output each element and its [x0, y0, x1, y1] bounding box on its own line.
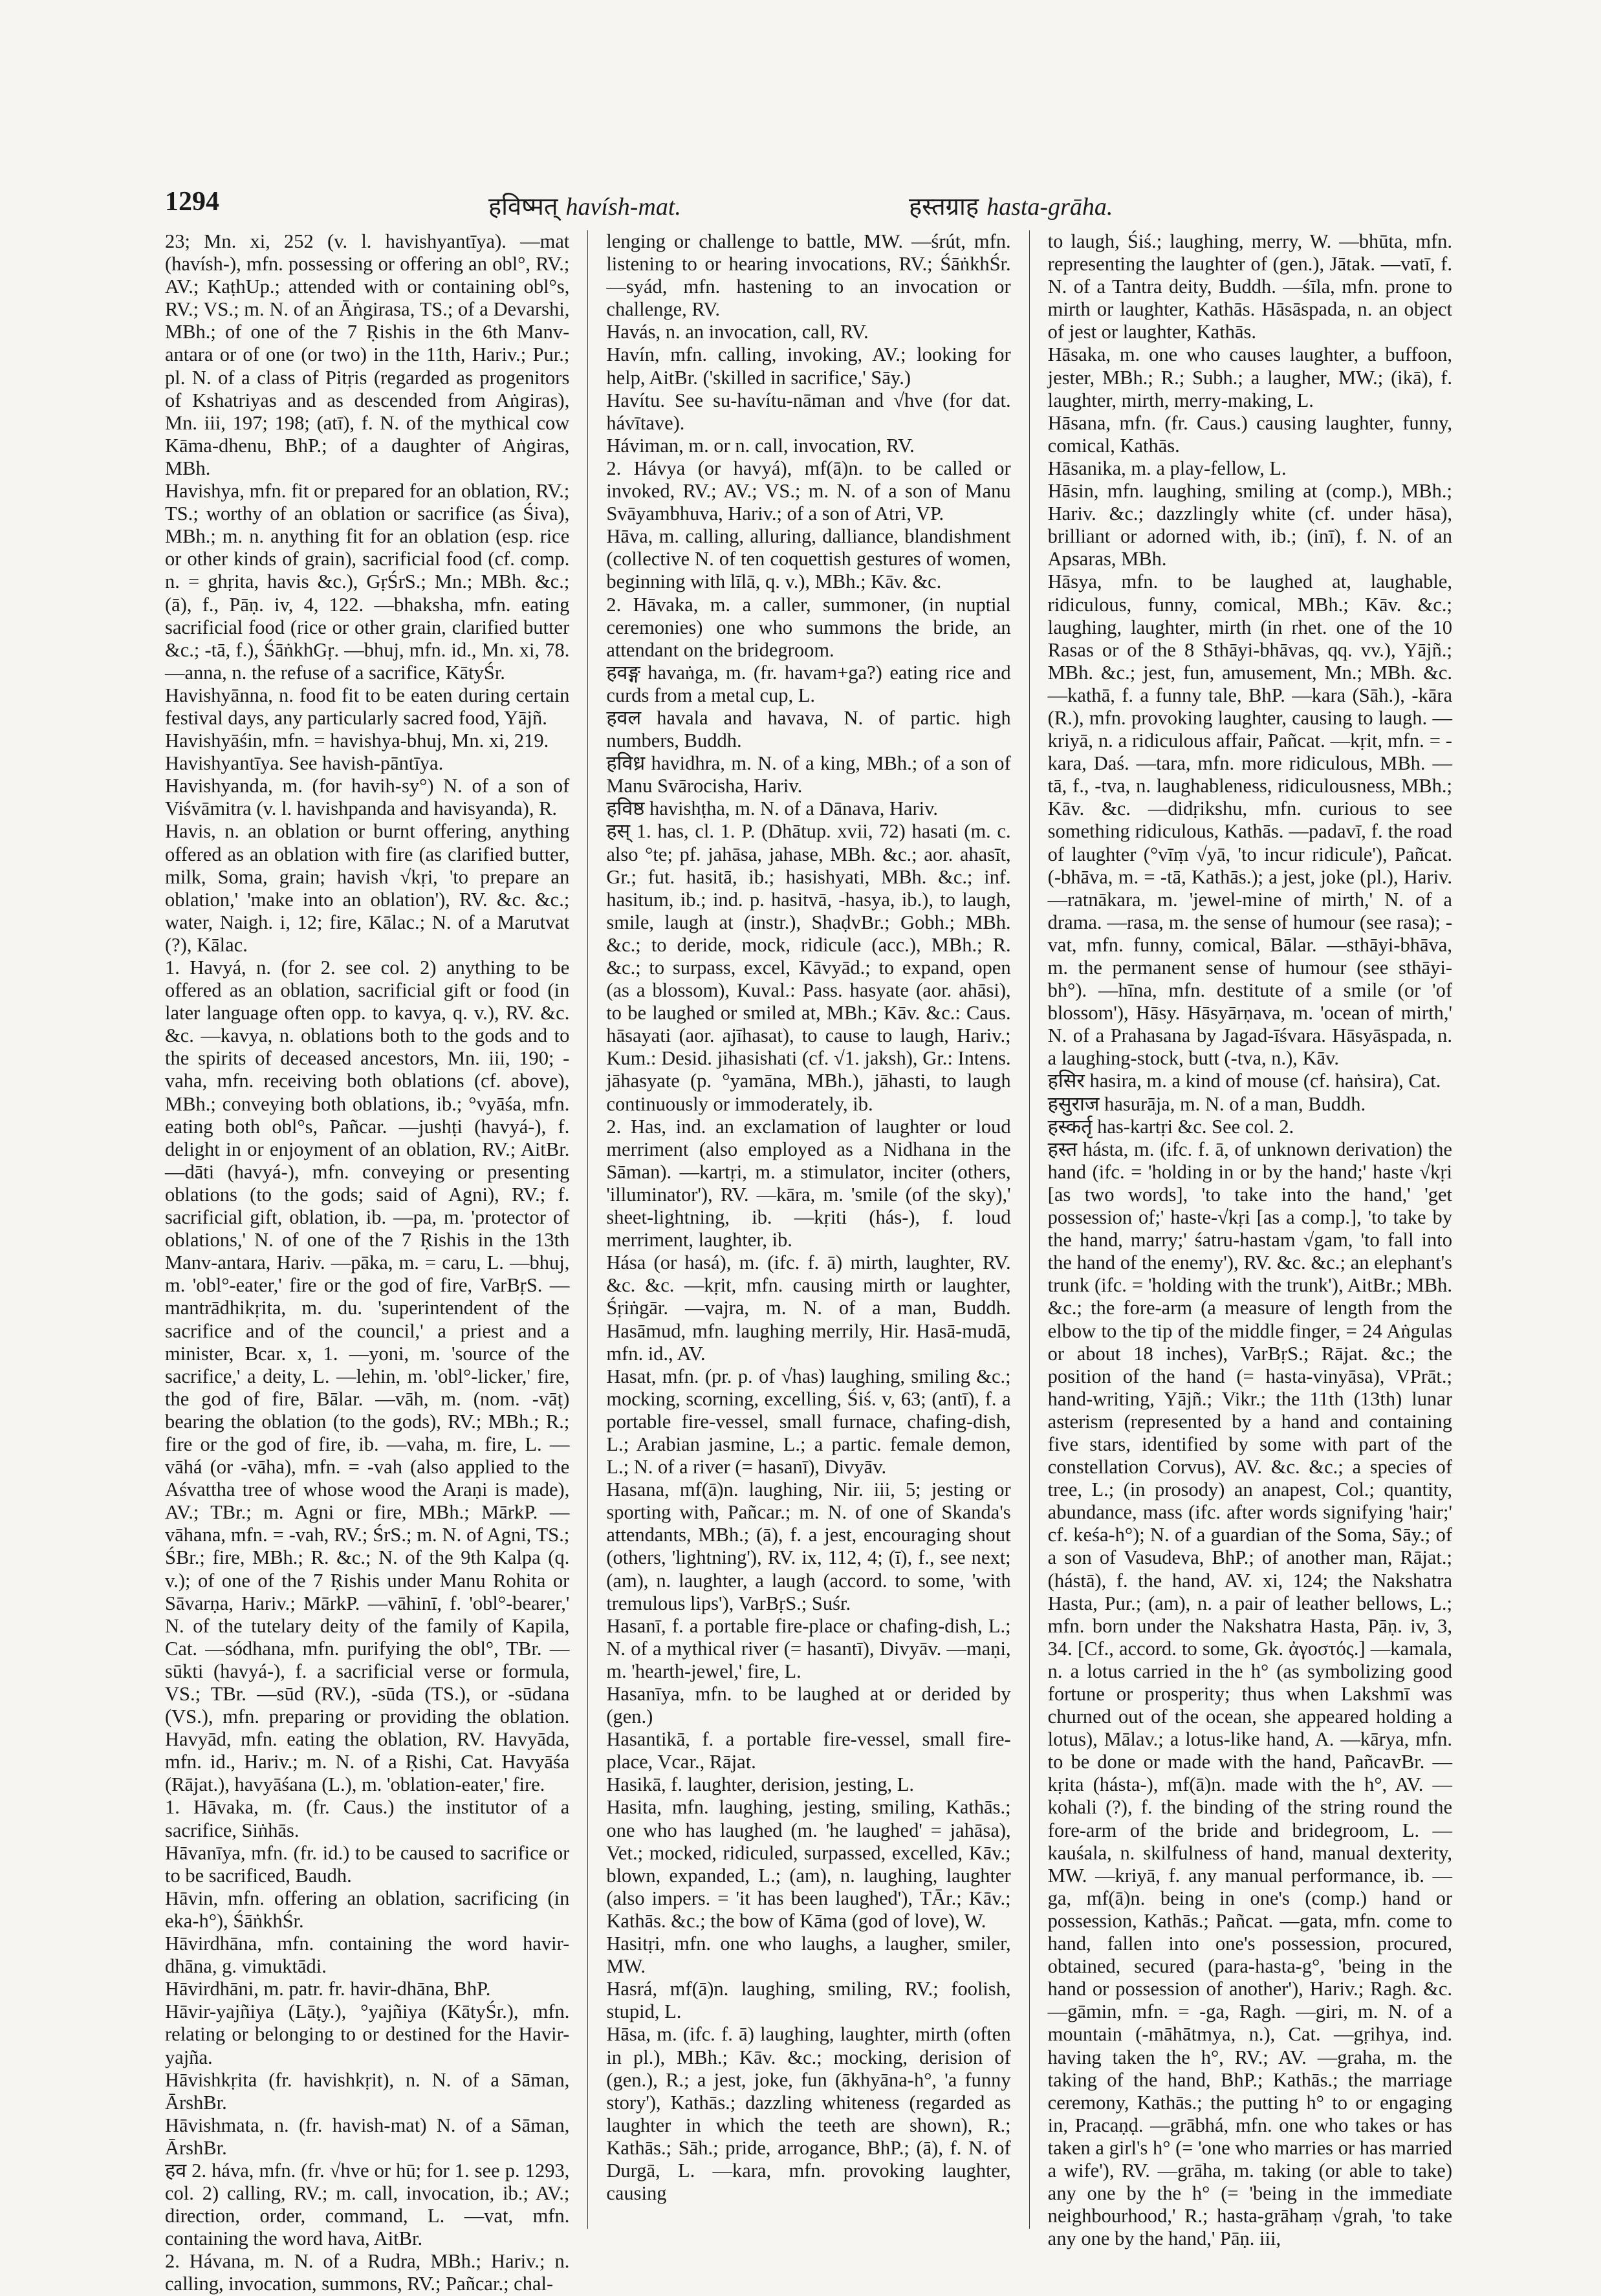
- column-rule: [587, 230, 588, 2229]
- dictionary-entry: Hasana, mf(ā)n. laughing, Nir. iii, 5; jesting or sporting with, Pañcar.; m. N. of one of Skanda's attendants, MBh.; (ā), f. a jest, encouraging shout (others, 'lightning'), RV. ix, 112, 4; (ī), f., see next; (am), n. laughter, a laugh (accord. to some, 'with tremulous lips'), VarBṛS.; Suśr.: [606, 1478, 1011, 1614]
- dictionary-entry: to laugh, Śiś.; laughing, merry, W. —bhūta, mfn. representing the laughter of (gen.), Jātak. —vatī, f. N. of a Tantra deity, Buddh. —śīla, mfn. prone to mirth or laughter, Kathās. Hāsāspada, n. an object of jest or laughter, Kathās.: [1047, 230, 1452, 343]
- dictionary-entry: हस्कर्तृ has-kartṛi &c. See col. 2.: [1047, 1115, 1294, 1138]
- dictionary-entry: Havás, n. an invocation, call, RV.: [606, 321, 869, 343]
- running-head-left: [488, 189, 681, 222]
- dictionary-entry: Hāsya, mfn. to be laughed at, laughable, ridiculous, funny, comical, MBh.; Kāv. &c.; laughing, laughter, mirth (in rhet. one of the 10 Rasas or of the 8 Sthāyi-bhāvas, qq. vv.), Yājñ.; MBh. &c.; jest, fun, amusement, Mn.; MBh. &c. —kathā, f. a funny tale, BhP. —kara (Sāh.), -kāra (R.), mfn. provoking laughter, causing to laugh. —kriyā, n. a ridiculous affair, Pañcat. —kṛit, mfn. = -kara, Daś. —tara, mfn. more ridiculous, MBh. —tā, f., -tva, n. laughableness, ridiculousness, MBh.; Kāv. &c. —didṛikshu, mfn. curious to see something ridiculous, Kathās. —padavī, f. the road of laughter (°vīṃ √yā, 'to incur ridicule'), Pañcat. (-bhāva, m. = -tā, Kathās.); a jest, joke (pl.), Hariv. —ratnākara, m. 'jewel-mine of mirth,' N. of a drama. —rasa, m. the sense of humour (see rasa); -vat, mfn. funny, comical, Bālar. —sthāyi-bhāva, m. the permanent sense of humour (see sthāyi-bh°). —hīna, mfn. destitute of a smile (or 'of blossom'), Hāsy. Hāsyārṇava, m. 'ocean of mirth,' N. of a Prahasana by Jagad-īśvara. Hāsyāspada, n. a laughing-stock, butt (-tva, n.), Kāv.: [1047, 570, 1452, 1070]
- dictionary-entry: Havishyāśin, mfn. = havishya-bhuj, Mn. xi, 219.: [165, 730, 549, 752]
- running-head-left-roman: havísh-mat.: [565, 193, 681, 221]
- dictionary-entry: Hása (or hasá), m. (ifc. f. ā) mirth, laughter, RV. &c. &c. —kṛit, mfn. causing mirth or laughter, Śṛiṅgār. —vajra, m. N. of a man, Buddh. Hasāmud, mfn. laughing merrily, Hir. Hasā-mudā, mfn. id., AV.: [606, 1251, 1011, 1365]
- column-1: [165, 230, 570, 2295]
- dictionary-entry: 2. Has, ind. an exclamation of laughter or loud merriment (also employed as a Nidhana in the Sāman). —kartṛi, m. a stimulator, inciter (others, 'illuminator'), RV. —kāra, m. 'smile (of the sky),' sheet-lightning, ib. —kṛiti (hás-), f. loud merriment, laughter, ib.: [606, 1115, 1011, 1251]
- dictionary-entry: 23; Mn. xi, 252 (v. l. havishyantīya). —mat (havísh-), mfn. possessing or offering an obl°, RV.; AV.; KaṭhUp.; attended with or containing obl°s, RV.; VS.; m. N. of an Āṅgirasa, TS.; of a Devarshi, MBh.; of one of the 7 Ṛishis in the 6th Manv-antara or of one (or two) in the 11th, Hariv.; Pur.; pl. N. of a class of Pitṛis (regarded as progenitors of Kshatriyas and as descended from Aṅgiras), Mn. iii, 197; 198; (atī), f. N. of the mythical cow Kāma-dhenu, BhP.; of a daughter of Aṅgiras, MBh.: [165, 230, 570, 479]
- dictionary-entry: Hasitṛi, mfn. one who laughs, a laugher, smiler, MW.: [606, 1933, 1011, 1978]
- dictionary-entry: Hāvishkṛita (fr. havishkṛit), n. N. of a Sāman, ĀrshBr.: [165, 2068, 570, 2114]
- dictionary-entry: 2. Hāvaka, m. a caller, summoner, (in nuptial ceremonies) one who summons the bride, an attendant on the bridegroom.: [606, 593, 1011, 661]
- dictionary-entry: Hāvishmata, n. (fr. havish-mat) N. of a Sāman, ĀrshBr.: [165, 2114, 570, 2159]
- dictionary-entry: Hāsin, mfn. laughing, smiling at (comp.), MBh.; Hariv. &c.; dazzlingly white (cf. under hāsa), brilliant or adorned with, ib.; (inī), f. N. of an Apsaras, MBh.: [1047, 480, 1452, 570]
- dictionary-entry: Háviman, m. or n. call, invocation, RV.: [606, 434, 915, 457]
- dictionary-entry: हस्त hásta, m. (ifc. f. ā, of unknown derivation) the hand (ifc. = 'holding in or by the hand;' haste √kṛi [as two words], 'to take into the hand,' 'get possession of;' haste-√kṛi [as a comp.], 'to take by the hand, marry;' śatru-hastam √gam, 'to fall into the hand of the enemy'), RV. &c. &c.; an elephant's trunk (ifc. = 'holding with the trunk'), AitBr.; MBh. &c.; the fore-arm (a measure of length from the elbow to the tip of the middle finger, = 24 Aṅgulas or about 18 inches), VarBṛS.; Rājat. &c.; the position of the hand (= hasta-vinyāsa), VPrāt.; hand-writing, Yājñ.; Vikr.; the 11th (13th) lunar asterism (represented by a hand and containing five stars, identified by some with part of the constellation Corvus), AV. &c. &c.; a species of tree, L.; (in prosody) an anapest, Col.; quantity, abundance, mass (ifc. after words signifying 'hair;' cf. keśa-h°); N. of a guardian of the Soma, Sāy.; of a son of Vasudeva, BhP.; of another man, Rājat.; (hástā), f. the hand, AV. xi, 124; the Nakshatra Hasta, Pur.; (am), n. a pair of leather bellows, L.; mfn. born under the Nakshatra Hasta, Pāṇ. iv, 3, 34. [Cf., accord. to some, Gk. ἀγοστός.] —kamala, n. a lotus carried in the h° (as symbolizing good fortune or prosperity; thus when Lakshmī was churned out of the ocean, she appeared holding a lotus), Mālav.; a lotus-like hand, A. —kāryа, mfn. to be done or made with the hand, PañcavBr. —kṛita (hásta-), mf(ā)n. made with the h°, AV. —kohali (?), f. the binding of the string round the fore-arm of the bride and bridegroom, L. —kauśala, n. skilfulness of hand, manual dexterity, MW. —kriyā, f. any manual performance, ib. —ga, mf(ā)n. being in one's (comp.) hand or possession, Kathās.; Pañcat. —gata, mfn. come to hand, fallen into one's possession, procured, obtained, secured (para-hasta-g°, 'being in the hand or possession of another'), Hariv.; Ragh. &c. —gāmin, mfn. = -ga, Ragh. —giri, m. N. of a mountain (-māhātmya, n.), Cat. —gṛihya, ind. having taken the h°, RV.; AV. —graha, m. the taking of the hand, BhP.; Kathās.; the marriage ceremony, Kathās.; the putting h° to or engaging in, Pracaṇḍ. —grābhá, mfn. one who takes or has taken a girl's h° (= 'one who marries or has married a wife'), RV. —grāha, m. taking (or able to take) any one by the h° (= 'being in the immediate neighbourhood,' R.; hasta-grāhaṃ √grah, 'to take any one by the hand,' Pāṇ. iii,: [1047, 1138, 1452, 2250]
- dictionary-entry: 1. Hāvaka, m. (fr. Caus.) the institutor of a sacrifice, Siṅhās.: [165, 1796, 570, 1841]
- dictionary-entry: Hasrá, mf(ā)n. laughing, smiling, RV.; foolish, stupid, L.: [606, 1978, 1011, 2023]
- column-rule: [1029, 230, 1030, 2229]
- dictionary-entry: Hasanīya, mfn. to be laughed at or derided by (gen.): [606, 1683, 1011, 1728]
- dictionary-entry: Havishyanda, m. (for havih-sy°) N. of a son of Viśvāmitra (v. l. havishpanda and havisyanda), R.: [165, 775, 570, 820]
- dictionary-entry: Hasantikā, f. a portable fire-vessel, small fire-place, Vcar., Rājat.: [606, 1728, 1011, 1773]
- dictionary-entry: 1. Havyá, n. (for 2. see col. 2) anything to be offered as an oblation, sacrificial gift or food (in later language often opp. to kavya, q. v.), RV. &c. &c. —kavya, n. oblations both to the gods and to the spirits of deceased ancestors, Mn. iii, 190; -vaha, mfn. receiving both oblations (cf. above), MBh.; conveying both oblations, ib.; °vyāśa, mfn. eating both obl°s, Pañcar. —jushṭi (havyá-), f. delight in or enjoyment of an oblation, RV.; AitBr. —dāti (havyá-), mfn. conveying or presenting oblations (to the gods; said of Agni), RV.; f. sacrificial gift, oblation, ib. —pa, m. 'protector of oblations,' N. of one of the 7 Ṛishis in the 13th Manv-antara, Hariv. —pāka, m. = caru, L. —bhuj, m. 'obl°-eater,' fire or the god of fire, VarBṛS. —mantrādhikṛita, m. du. 'superintendent of the sacrifice and of the council,' a priest and a minister, Bcar. x, 1. —yoni, m. 'source of the sacrifice,' a deity, L. —lehin, m. 'obl°-licker,' fire, the god of fire, Bālar. —vāh, m. (nom. -vāṭ) bearing the oblation (to the gods), RV.; MBh.; R.; fire or the god of fire, ib. —vaha, m. fire, L. —vāhá (or -vāha), mfn. = -vah (also applied to the Aśvattha tree of whose wood the Araṇi is made), AV.; TBr.; m. Agni or fire, MBh.; MārkP. —vāhana, mfn. = -vah, RV.; ŚrS.; m. N. of Agni, TS.; ŚBr.; fire, MBh.; R. &c.; N. of the 9th Kalpa (q. v.); of one of the 7 Ṛishis under Manu Rohita or Sāvarṇa, Hariv.; MārkP. —vāhinī, f. 'obl°-bearer,' N. of the tutelary deity of the family of Kapila, Cat. —sódhana, mfn. purifying the obl°, TBr. —sūkti (havyá-), f. a sacrificial verse or formula, VS.; TBr. —sūd (RV.), -sūda (TS.), or -sūdana (VS.), mfn. preparing or providing the oblation. Havyād, mfn. eating the oblation, RV. Havyāda, mfn. id., Hariv.; m. N. of a Ṛishi, Cat. Havyāśa (Rājat.), havyāśana (L.), m. 'oblation-eater,' fire.: [165, 957, 570, 1796]
- dictionary-entry: Hāsanika, m. a play-fellow, L.: [1047, 457, 1287, 479]
- dictionary-entry: Havishya, mfn. fit or prepared for an oblation, RV.; TS.; worthy of an oblation or sacrifice (as Śiva), MBh.; m. n. anything fit for an oblation (esp. rice or other kinds of grain), sacrificial food (cf. comp. n. = ghṛita, havis &c.), GṛŚrS.; Mn.; MBh. &c.; (ā), f., Pāṇ. iv, 4, 122. —bhaksha, mfn. eating sacrificial food (rice or other grain, clarified butter &c.; -tā, f.), ŚāṅkhGṛ. —bhuj, mfn. id., Mn. xi, 78. —anna, n. the refuse of a sacrifice, KātyŚr.: [165, 480, 570, 684]
- text-columns: [165, 230, 1452, 2295]
- dictionary-entry: हस् 1. has, cl. 1. P. (Dhātup. xvii, 72) hasati (m. c. also °te; pf. jahāsa, jahase, MBh. &c.; aor. ahasīt, Gr.; fut. hasitā, ib.; hasishyati, MBh. &c.; inf. hasitum, ib.; ind. p. hasitvā, -hasya, ib.), to laugh, smile, laugh at (instr.), ShaḍvBr.; Gobh.; MBh. &c.; to deride, mock, ridicule (acc.), MBh.; R. &c.; to surpass, excel, Kāvyād.; to expand, open (as a blossom), Kuval.: Pass. hasyate (aor. ahāsi), to be laughed or smiled at, MBh.; Kāv. &c.: Caus. hāsayati (aor. ajīhasat), to cause to laugh, Hariv.; Kum.: Desid. jihasishati (cf. √1. jaksh), Gr.: Intens. jāhasyate (p. °yamāna, MBh.), jāhasti, to laugh continuously or immoderately, ib.: [606, 820, 1011, 1115]
- dictionary-entry: Hāvin, mfn. offering an oblation, sacrificing (in eka-h°), ŚāṅkhŚr.: [165, 1887, 570, 1932]
- running-head-right-devanagari: हस्तग्राह: [909, 192, 979, 221]
- column-3: [1047, 230, 1452, 2250]
- page-number: 1294: [165, 187, 219, 217]
- dictionary-entry: हसुराज hasurāja, m. N. of a man, Buddh.: [1047, 1092, 1366, 1115]
- dictionary-entry: Hasat, mfn. (pr. p. of √has) laughing, smiling &c.; mocking, scorning, excelling, Śiś. v, 63; (antī), f. a portable fire-vessel, small furnace, chafing-dish, L.; Arabian jasmine, L.; a partic. female demon, L.; N. of a river (= hasanī), Divyāv.: [606, 1365, 1011, 1478]
- dictionary-entry: Hāvir-yajñiya (Lāṭy.), °yajñiya (KātyŚr.), mfn. relating or belonging to or destined for the Havir-yajña.: [165, 2000, 570, 2068]
- dictionary-entry: lenging or challenge to battle, MW. —śrút, mfn. listening to or hearing invocations, RV.; ŚāṅkhŚr. —syád, mfn. hastening to an invocation or challenge, RV.: [606, 230, 1011, 321]
- dictionary-entry: Hāvirdhāna, mfn. containing the word havir-dhāna, g. vimuktādi.: [165, 1933, 570, 1978]
- dictionary-entry: Hāsa, m. (ifc. f. ā) laughing, laughter, mirth (often in pl.), MBh.; Kāv. &c.; mocking, derision of (gen.), R.; a jest, joke, fun (ākhyāna-h°, 'a funny story'), Kathās.; dazzling whiteness (regarded as laughter in which the teeth are shown), R.; Kathās.; Sāh.; pride, arrogance, BhP.; (ā), f. N. of Durgā, L. —kara, mfn. provoking laughter, causing: [606, 2023, 1011, 2205]
- dictionary-entry: Hāvanīya, mfn. (fr. id.) to be caused to sacrifice or to be sacrificed, Baudh.: [165, 1841, 570, 1887]
- dictionary-entry: हव 2. háva, mfn. (fr. √hve or hū; for 1. see p. 1293, col. 2) calling, RV.; m. call, invocation, ib.; AV.; direction, order, command, L. —vat, mfn. containing the word hava, AitBr.: [165, 2159, 570, 2250]
- dictionary-entry: Havítu. See su-havítu-nāman and √hve (for dat. hávītave).: [606, 389, 1011, 434]
- dictionary-entry: Havín, mfn. calling, invoking, AV.; looking for help, AitBr. ('skilled in sacrifice,' Sāy.): [606, 343, 1011, 389]
- dictionary-entry: Hāva, m. calling, alluring, dalliance, blandishment (collective N. of ten coquettish gestures of women, beginning with līlā, q. v.), MBh.; Kāv. &c.: [606, 525, 1011, 593]
- dictionary-entry: हविध्र havidhra, m. N. of a king, MBh.; of a son of Manu Svārocisha, Hariv.: [606, 752, 1011, 797]
- column-2: [606, 230, 1010, 2229]
- dictionary-entry: 2. Hávya (or havyá), mf(ā)n. to be called or invoked, RV.; AV.; VS.; m. N. of a son of Manu Svāyambhuva, Hariv.; of a son of Atri, VP.: [606, 457, 1011, 525]
- dictionary-entry: Havishyantīya. See havish-pāntīya.: [165, 752, 444, 775]
- dictionary-entry: हविष्ठ havishṭha, m. N. of a Dānava, Hariv.: [606, 797, 939, 820]
- dictionary-entry: हसिर hasira, m. a kind of mouse (cf. haṅsira), Cat.: [1047, 1070, 1441, 1092]
- dictionary-entry: Hasanī, f. a portable fire-place or chafing-dish, L.; N. of a mythical river (= hasantī), Divyāv. —maṇi, m. 'hearth-jewel,' fire, L.: [606, 1614, 1011, 1682]
- dictionary-entry: Havishyānna, n. food fit to be eaten during certain festival days, any particularly sacred food, Yājñ.: [165, 684, 570, 729]
- running-head-left-devanagari: हविष्मत्: [488, 192, 558, 221]
- running-head-right-roman: hasta-grāha.: [986, 193, 1113, 221]
- dictionary-entry: Hāsaka, m. one who causes laughter, a buffoon, jester, MBh.; R.; Subh.; a laugher, MW.; (ikā), f. laughter, mirth, merry-making, L.: [1047, 343, 1452, 411]
- dictionary-entry: Hasita, mfn. laughing, jesting, smiling, Kathās.; one who has laughed (m. 'he laughed' = jahāsa), Vet.; mocked, ridiculed, surpassed, excelled, Kāv.; blown, expanded, L.; (am), n. laughing, laughter (also impers. = 'it has been laughed'), TĀr.; Kāv.; Kathās. &c.; the bow of Kāma (god of love), W.: [606, 1796, 1011, 1932]
- dictionary-entry: Hāsana, mfn. (fr. Caus.) causing laughter, funny, comical, Kathās.: [1047, 411, 1452, 457]
- dictionary-entry: हवल havala and havava, N. of partic. high numbers, Buddh.: [606, 706, 1011, 752]
- dictionary-entry: 2. Hávana, m. N. of a Rudra, MBh.; Hariv.; n. calling, invocation, summons, RV.; Pañcar.; chal-: [165, 2250, 570, 2295]
- dictionary-entry: Havis, n. an oblation or burnt offering, anything offered as an oblation with fire (as clarified butter, milk, Soma, grain; havish √kṛi, 'to prepare an oblation,' 'make into an oblation'), RV. &c. &c.; water, Naigh. i, 12; fire, Kālac.; N. of a Marutvat (?), Kālac.: [165, 820, 570, 956]
- dictionary-entry: हवङ्ग havaṅga, m. (fr. havam+ga?) eating rice and curds from a metal cup, L.: [606, 661, 1011, 706]
- running-head-right: [909, 189, 1113, 222]
- dictionary-entry: Hasikā, f. laughter, derision, jesting, L.: [606, 1773, 914, 1796]
- dictionary-entry: Hāvirdhāni, m. patr. fr. havir-dhāna, BhP.: [165, 1978, 491, 2000]
- page-header: [165, 186, 1436, 225]
